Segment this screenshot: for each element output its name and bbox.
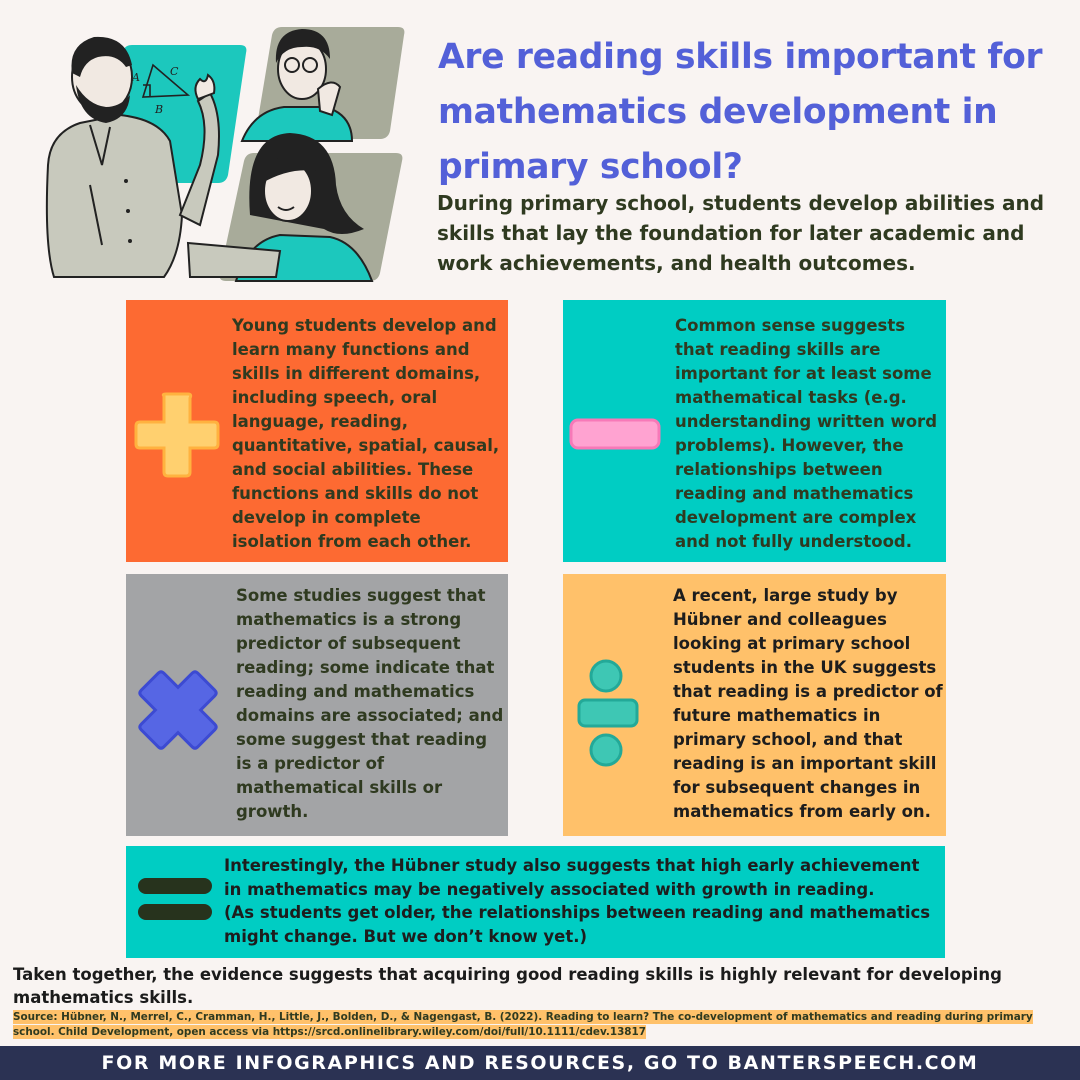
box-equals-note: (As students get older, the relationships between reading and mathematics might change. But we don’t know yet.) — [224, 903, 931, 946]
box-times — [126, 574, 508, 836]
page-title: Are reading skills important for mathematics development in primary school? — [438, 37, 1043, 187]
box-equals — [126, 846, 945, 958]
divide-icon — [575, 658, 641, 770]
triangle-label-a: A — [132, 71, 140, 84]
source-text: Source: Hübner, N., Merrel, C., Cramman, H., Little, J., Bolden, D., & Nagengast, B. (2022). Reading to learn? The co-development of mathematics and reading during primary school. Child Development, open access via https://srcd.onlinelibrary.wiley.com/doi/full/10.1111/cdev.13817 — [13, 1011, 1033, 1038]
triangle-label-b: B — [155, 103, 164, 116]
box-equals-main: Interestingly, the Hübner study also suggests that high early achievement in mathematics may be negatively associated with growth in reading. — [224, 856, 920, 899]
box-times-text: Some studies suggest that mathematics is a strong predictor of subsequent reading; some indicate that reading and mathematics domains are associated; and some suggest that reading is a predictor of mathematical skills or growth. — [236, 586, 504, 821]
box-divide — [563, 574, 946, 836]
box-equals-text — [224, 854, 936, 948]
intro-text: During primary school, students develop abilities and skills that lay the foundation for later academic and work achievements, and health outcomes. — [437, 191, 1045, 275]
times-icon — [132, 664, 224, 756]
triangle-label-c: C — [170, 65, 179, 78]
minus-icon — [567, 414, 663, 454]
box-minus-text: Common sense suggests that reading skills are important for at least some mathematical tasks (e.g. understanding written word problems). However, the relationships between reading and mathematics development are complex and not fully understood. — [675, 316, 938, 551]
source-citation — [13, 1010, 1043, 1040]
box-plus — [126, 300, 508, 562]
box-plus-text: Young students develop and learn many functions and skills in different domains, including speech, oral language, reading, quantitative, spatial, causal, and social abilities. These functions and skills do not develop in complete isolation from each other. — [232, 316, 500, 551]
teacher-students-illustration — [40, 15, 410, 295]
footer-banner: FOR MORE INFOGRAPHICS AND RESOURCES, GO TO BANTERSPEECH.COM — [0, 1046, 1080, 1080]
box-minus — [563, 300, 946, 562]
conclusion-text: Taken together, the evidence suggests that acquiring good reading skills is highly relevant for developing mathematics skills. — [13, 965, 1002, 1007]
equals-icon — [136, 874, 214, 924]
plus-icon — [132, 390, 222, 480]
box-divide-text: A recent, large study by Hübner and colleagues looking at primary school students in the UK suggests that reading is a predictor of future mathematics in primary school, and that reading is an important skill for subsequent changes in mathematics from early on. — [673, 586, 943, 821]
